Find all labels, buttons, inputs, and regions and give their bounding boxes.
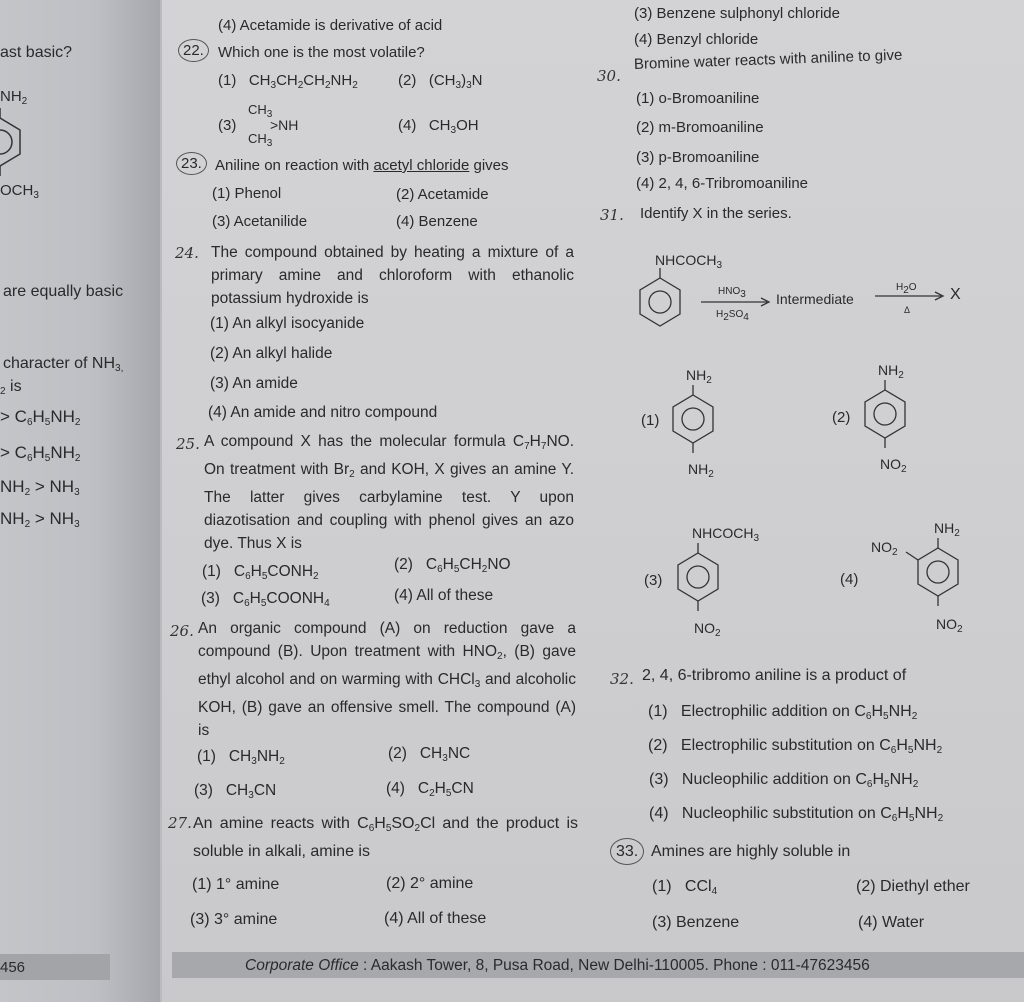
q31-option-4-ortho: $NO_2$ <box>871 539 898 558</box>
q24-option-3: (3) An amide <box>210 375 298 392</box>
reaction-arrow-icon <box>701 298 771 306</box>
q31-intermediate: Intermediate <box>776 291 854 307</box>
q23-text: Aniline on reaction with acetyl chloride gives <box>215 157 509 174</box>
q31-product-x: X <box>950 286 961 303</box>
benzene-ring-icon <box>0 108 30 178</box>
q30-option-1: (1) o-Bromoaniline <box>636 90 760 107</box>
q30-number: 30. <box>597 67 621 85</box>
benzene-ring-icon <box>640 268 684 332</box>
q24-number: 24. <box>175 244 199 262</box>
benzene-ring-icon <box>918 538 962 608</box>
q27-text: An amine reacts with $C_6H_5SO_2Cl$ and the product is soluble in alkali, amine is <box>193 815 578 860</box>
q26-option-3: (3) $CH_3CN$ <box>194 782 277 801</box>
benzene-ring-icon <box>678 543 722 613</box>
q26-text: An organic compound (A) on reduction gave a compound (B). Upon treatment with $HNO_2$, (B) gave ethyl alcohol and on warming with CHCl$_3$ and alcoholic KOH, (B) gave an offensive smell. The compound (A) is <box>198 620 577 739</box>
q31-option-4-bottom: $NO_2$ <box>936 616 963 635</box>
left-option-4: $NH_2 > NH_3$ <box>0 509 80 530</box>
q32-text: 2, 4, 6-tribromo aniline is a product of <box>642 667 907 684</box>
q25-number: 25. <box>176 435 200 453</box>
footer-text <box>245 957 870 975</box>
q30-option-4: (4) 2, 4, 6-Tribromoaniline <box>636 175 809 192</box>
q22-number: 22. <box>178 42 209 59</box>
q29-option-3: (3) Benzene sulphonyl chloride <box>634 5 840 22</box>
q31-reagent-h2o: $H_2O$ <box>896 282 917 296</box>
q26-option-1: (1) $CH_3NH_2$ <box>197 748 285 767</box>
left-option-1: > $C_6H_5NH_2$ <box>0 407 81 428</box>
q22-option-3-nh: >NH <box>270 117 299 133</box>
q30-option-2: (2) m-Bromoaniline <box>636 119 764 136</box>
q32-option-1: (1) Electrophilic addition on $C_6H_5NH_2$ <box>648 703 918 722</box>
q25-option-1: (1) $C_6H_5CONH_2$ <box>202 563 319 582</box>
q33-option-4: (4) Water <box>858 914 925 931</box>
q27-number: 27. <box>168 814 192 832</box>
left-struct-nh2: $NH_2$ <box>0 88 28 107</box>
q31-reagent-hno3: $HNO_3$ <box>718 286 746 300</box>
left-option-3: $NH_2 > NH_3$ <box>0 477 80 498</box>
q22-option-3-ch3-top: $CH_3$ <box>248 102 273 120</box>
left-is-line: $_2$ is <box>0 378 22 397</box>
q24-text: The compound obtained by heating a mixture of a primary amine and chloroform with ethanolic potassium hydroxide is <box>211 244 574 307</box>
q25-option-4: (4) All of these <box>394 587 494 604</box>
q23-number: 23. <box>176 155 207 172</box>
q25-text: A compound X has the molecular formula $C_7H_7NO$. On treatment with $Br_2$ and KOH, X gives an amine Y. The latter gives carbylamine test. Y upon diazotisation and coupling with phenol gives an azo dye. Thus X is <box>204 433 574 552</box>
benzene-ring-icon <box>673 385 717 455</box>
q31-reactant-label: $NHCOCH_3$ <box>655 252 723 271</box>
q33-text: Amines are highly soluble in <box>651 843 851 860</box>
benzene-ring-icon <box>865 380 909 450</box>
q23-option-1: (1) Phenol <box>212 185 282 202</box>
q27-option-4: (4) All of these <box>384 910 487 927</box>
q26-option-2: (2) $CH_3NC$ <box>388 745 471 764</box>
q25-option-2: (2) $C_6H_5CH_2NO$ <box>394 556 511 575</box>
q31-option-2-top: $NH_2$ <box>878 362 904 381</box>
q32-option-3: (3) Nucleophilic addition on $C_6H_5NH_2$ <box>649 771 919 790</box>
q27-option-1: (1) 1° amine <box>192 876 280 893</box>
q31-option-1-top: $NH_2$ <box>686 367 712 386</box>
q31-text: Identify X in the series. <box>640 205 792 222</box>
q31-option-4-top: $NH_2$ <box>934 520 960 539</box>
footer-address: : Aakash Tower, 8, Pusa Road, New Delhi-110005. Phone : 011-47623456 <box>358 957 870 974</box>
page-number: 456 <box>0 959 26 976</box>
q22-option-3-ch3-bottom: $CH_3$ <box>248 131 273 149</box>
q32-option-2: (2) Electrophilic substitution on $C_6H_5NH_2$ <box>648 737 943 756</box>
q24-option-2: (2) An alkyl halide <box>210 345 333 362</box>
q31-option-2-bottom: $NO_2$ <box>880 456 907 475</box>
q23-option-3: (3) Acetanilide <box>212 213 308 230</box>
q21-option-4: (4) Acetamide is derivative of acid <box>218 17 443 34</box>
reaction-arrow-icon <box>875 292 945 300</box>
left-option-2: > $C_6H_5NH_2$ <box>0 443 81 464</box>
q22-text: Which one is the most volatile? <box>218 44 425 61</box>
left-equally-basic: are equally basic <box>3 283 124 300</box>
q31-heat-symbol: Δ <box>904 305 911 315</box>
q24-option-1: (1) An alkyl isocyanide <box>210 315 365 332</box>
left-question-fragment: ast basic? <box>0 44 73 61</box>
q33-number: 33. <box>610 843 644 861</box>
q33-option-2: (2) Diethyl ether <box>856 878 970 895</box>
q27-option-2: (2) 2° amine <box>386 875 474 892</box>
q23-option-2: (2) Acetamide <box>396 186 489 203</box>
q31-option-3-label: (3) <box>644 572 663 589</box>
q22-option-4: (4) $CH_3OH$ <box>398 117 479 136</box>
left-struct-och3: $OCH_3$ <box>0 182 39 201</box>
q30-text: Bromine water reacts with aniline to give <box>633 46 903 73</box>
q27-option-3: (3) 3° amine <box>190 911 278 928</box>
q32-option-4: (4) Nucleophilic substitution on $C_6H_5NH_2$ <box>649 805 944 824</box>
q22-option-1: (1) $CH_3CH_2CH_2NH_2$ <box>218 72 358 91</box>
q31-option-3-bottom: $NO_2$ <box>694 620 721 639</box>
q33-option-1: (1) CCl$_4$ <box>652 878 718 897</box>
q23-option-4: (4) Benzene <box>396 213 478 230</box>
q32-number: 32. <box>610 670 634 688</box>
q31-reagent-h2so4: $H_2SO_4$ <box>716 309 749 323</box>
q22-option-3-label: (3) <box>218 117 237 134</box>
q25-option-3: (3) $C_6H_5COONH_4$ <box>201 590 330 609</box>
q29-option-4: (4) Benzyl chloride <box>634 31 759 48</box>
q26-number: 26. <box>170 622 194 640</box>
q31-option-1-bottom: $NH_2$ <box>688 461 714 480</box>
q22-option-2: (2) $(CH_3)_3N$ <box>398 72 483 91</box>
left-character-nh3: character of $NH_{3,}$ <box>3 355 124 374</box>
q31-option-4-label: (4) <box>840 571 859 588</box>
q24-option-4: (4) An amide and nitro compound <box>208 404 438 421</box>
q31-number: 31. <box>600 206 624 224</box>
q31-option-1-label: (1) <box>641 412 660 429</box>
footer-label: Corporate Office <box>245 957 359 974</box>
q31-option-2-label: (2) <box>832 409 851 426</box>
q31-option-3-top: $NHCOCH_3$ <box>692 525 760 544</box>
q30-option-3: (3) p-Bromoaniline <box>636 149 760 166</box>
q26-option-4: (4) $C_2H_5CN$ <box>386 780 474 799</box>
q33-option-3: (3) Benzene <box>652 914 740 931</box>
